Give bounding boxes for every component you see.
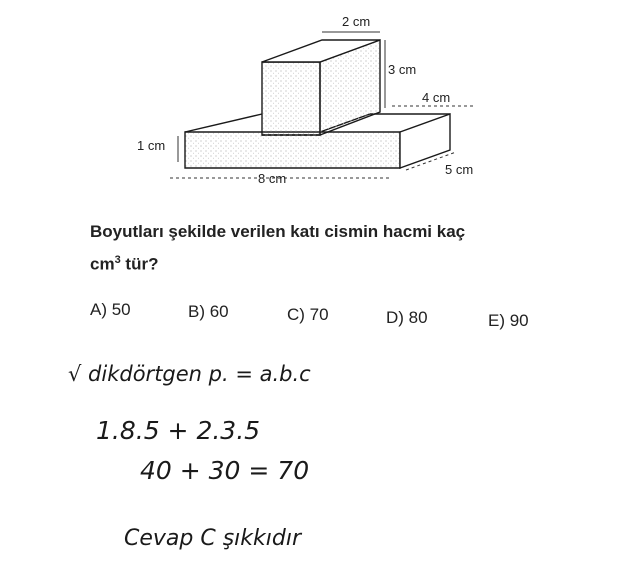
option-d: D) 80: [386, 308, 428, 327]
question-unit: cm: [90, 254, 115, 274]
question-text: [90, 218, 560, 279]
handwritten-step-1: 1.8.5 + 2.3.5: [96, 416, 261, 445]
question-line-1: Boyutları şekilde verilen katı cismin hacmi kaç: [90, 222, 466, 241]
label-base-length: 8 cm: [258, 171, 287, 186]
handwritten-step-2: 40 + 30 = 70: [140, 456, 310, 485]
option-b: B) 60: [188, 302, 229, 321]
question-unit-exponent: 3: [114, 254, 121, 266]
option-c: C) 70: [287, 305, 329, 324]
question-line-2-rest: tür?: [120, 254, 159, 274]
handwritten-formula: √ dikdörtgen p. = a.b.c: [68, 362, 311, 386]
label-base-depth: 5 cm: [445, 162, 474, 177]
label-right-len: 4 cm: [422, 90, 451, 105]
handwritten-answer: Cevap C şıkkıdır: [124, 526, 301, 551]
label-top-height: 3 cm: [388, 62, 417, 77]
solid-figure: [0, 0, 618, 200]
label-base-height: 1 cm: [137, 138, 166, 153]
top-prism: [262, 40, 380, 135]
option-a: A) 50: [90, 300, 131, 319]
option-e: E) 90: [488, 311, 529, 330]
question-line-2: [90, 246, 560, 279]
label-top-width: 2 cm: [342, 14, 371, 29]
